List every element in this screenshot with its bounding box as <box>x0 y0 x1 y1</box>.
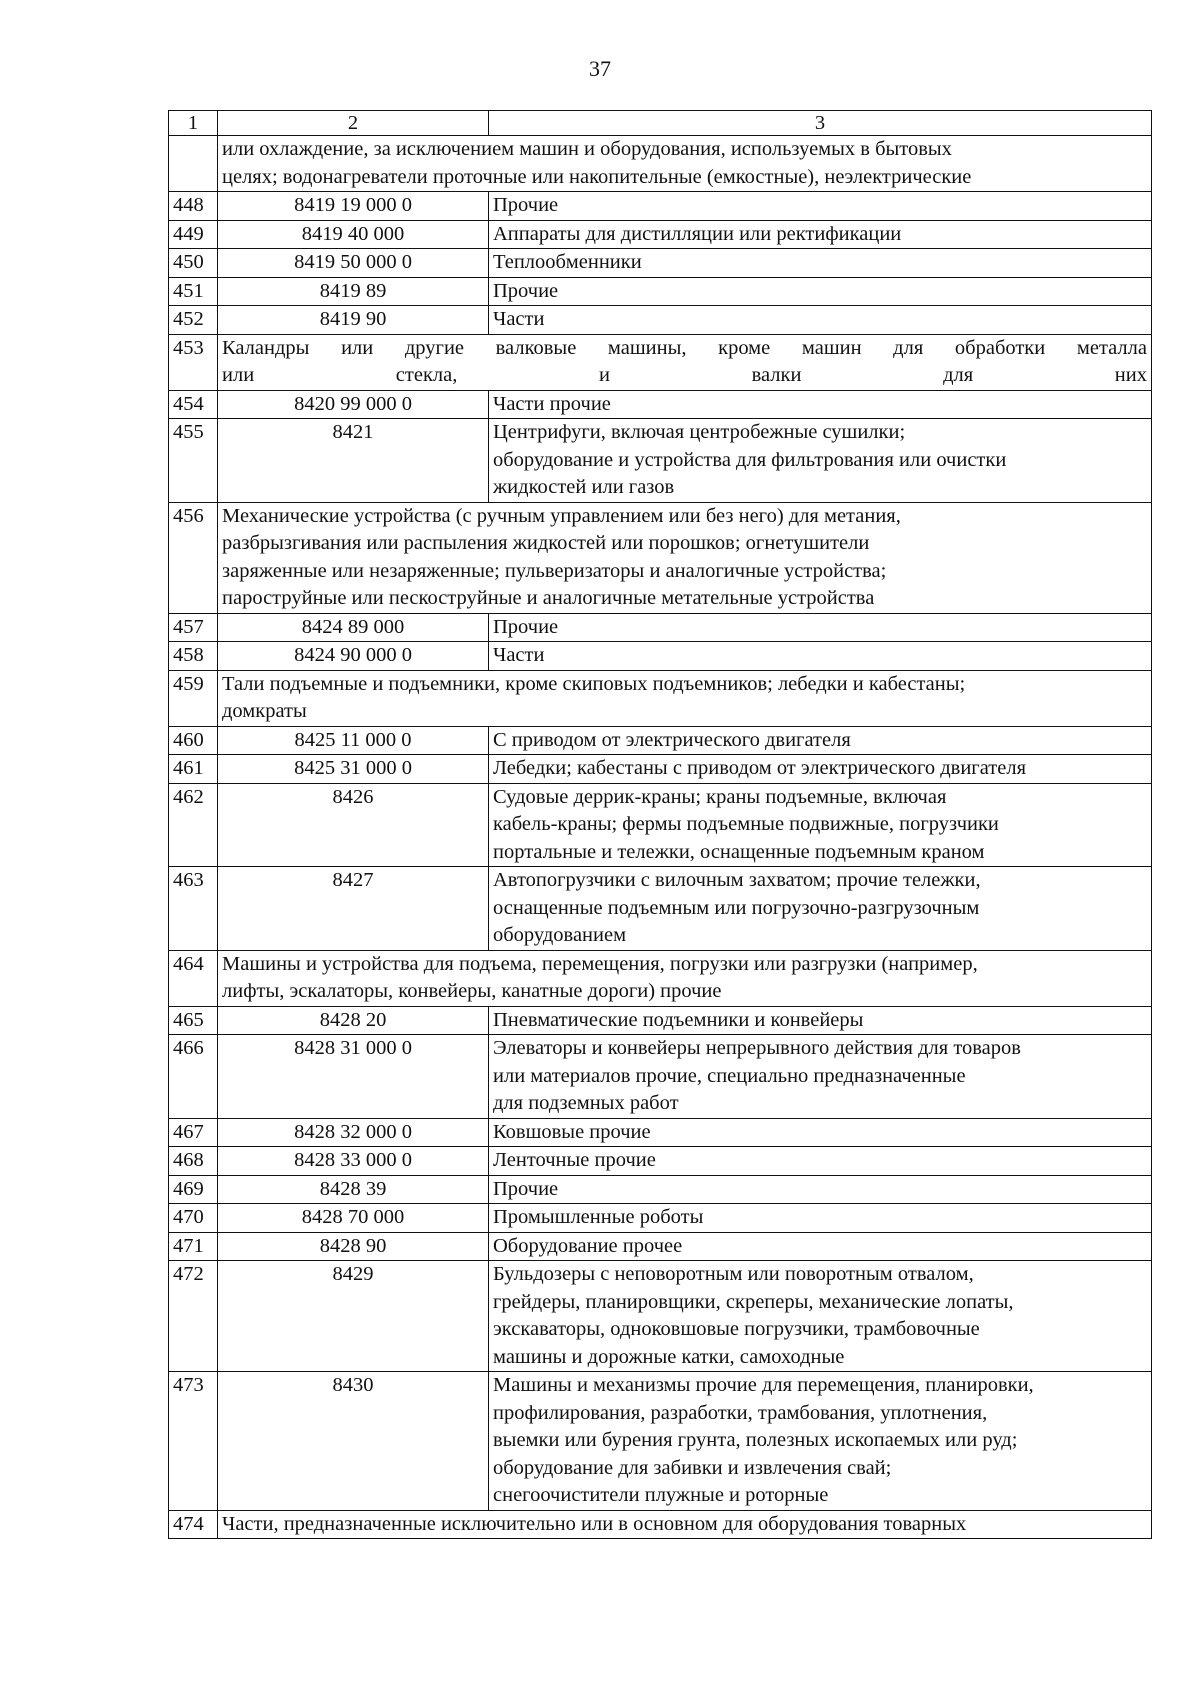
text-line: или стекла, и валки для них <box>222 364 1147 386</box>
tn-ved-code: 8426 <box>218 783 489 867</box>
goods-table <box>168 110 1152 1539</box>
table-row <box>169 867 1152 951</box>
tn-ved-code: 8429 <box>218 1261 489 1372</box>
row-number: 451 <box>169 277 218 306</box>
page-number: 37 <box>589 56 611 81</box>
item-description <box>489 249 1152 278</box>
text-line: Оборудование прочее <box>493 1234 683 1257</box>
tn-ved-code: 8424 90 000 0 <box>218 642 489 671</box>
row-number: 459 <box>169 670 218 726</box>
section-description <box>218 1510 1152 1539</box>
row-number: 454 <box>169 390 218 419</box>
table-row <box>169 220 1152 249</box>
item-description <box>489 419 1152 503</box>
item-description <box>489 390 1152 419</box>
tn-ved-code: 8419 90 <box>218 306 489 335</box>
row-number: 449 <box>169 220 218 249</box>
continuation-row <box>169 136 1152 192</box>
text-line: Ленточные прочие <box>493 1149 656 1171</box>
row-number: 448 <box>169 192 218 221</box>
text-line: Тали подъемные и подъемники, кроме скиповых подъемников; лебедки и кабестаны; <box>222 672 966 695</box>
table-row <box>169 419 1152 503</box>
table-row <box>169 1232 1152 1261</box>
text-line: Прочие <box>493 615 559 638</box>
table-header-row <box>169 111 1152 136</box>
text-line: домкраты <box>222 700 307 722</box>
section-description <box>218 502 1152 613</box>
item-description <box>489 1204 1152 1233</box>
tn-ved-code: 8428 70 000 <box>218 1204 489 1233</box>
tn-ved-code: 8419 40 000 <box>218 220 489 249</box>
tn-ved-code: 8427 <box>218 867 489 951</box>
table-row <box>169 192 1152 221</box>
tn-ved-code: 8428 39 <box>218 1175 489 1204</box>
row-number: 453 <box>169 334 218 390</box>
text-line: Теплообменники <box>493 251 642 273</box>
tn-ved-code: 8424 89 000 <box>218 613 489 642</box>
tn-ved-code: 8430 <box>218 1372 489 1511</box>
item-description <box>489 1035 1152 1119</box>
tn-ved-code: 8419 19 000 0 <box>218 192 489 221</box>
tn-ved-code: 8428 31 000 0 <box>218 1035 489 1119</box>
text-line: Лебедки; кабестаны с приводом от электрического двигателя <box>493 757 1026 779</box>
tn-ved-code: 8425 31 000 0 <box>218 755 489 784</box>
item-description <box>489 1232 1152 1261</box>
row-number: 452 <box>169 306 218 335</box>
row-number: 466 <box>169 1035 218 1119</box>
row-number: 469 <box>169 1175 218 1204</box>
row-number: 473 <box>169 1372 218 1511</box>
item-description <box>489 1006 1152 1035</box>
tn-ved-code: 8421 <box>218 419 489 503</box>
table-row <box>169 950 1152 1006</box>
text-line: оснащенные подъемным или погрузочно-разгрузочным <box>493 896 980 919</box>
text-line: кабель-краны; фермы подъемные подвижные, погрузчики <box>493 813 999 835</box>
tn-ved-code: 8428 33 000 0 <box>218 1147 489 1176</box>
text-line: Части, предназначенные исключительно или в основном для оборудования товарных <box>222 1512 967 1535</box>
text-line: Части <box>493 308 545 330</box>
text-line: Автопогрузчики с вилочным захватом; прочие тележки, <box>493 869 981 891</box>
table-row <box>169 502 1152 613</box>
tn-ved-code: 8419 89 <box>218 277 489 306</box>
row-number: 450 <box>169 249 218 278</box>
row-number: 468 <box>169 1147 218 1176</box>
row-number: 470 <box>169 1204 218 1233</box>
text-line: Прочие <box>493 1177 559 1200</box>
row-number: 461 <box>169 755 218 784</box>
row-number: 457 <box>169 613 218 642</box>
item-description <box>489 642 1152 671</box>
text-line: Машины и устройства для подъема, перемещения, погрузки или разгрузки (например, <box>222 952 978 975</box>
text-line: Части <box>493 644 545 666</box>
text-line: С приводом от электрического двигателя <box>493 728 851 751</box>
table-row <box>169 1372 1152 1511</box>
tn-ved-code: 8428 32 000 0 <box>218 1118 489 1147</box>
item-description <box>489 192 1152 221</box>
text-line: или охлаждение, за исключением машин и оборудования, используемых в бытовых <box>222 138 952 160</box>
item-description <box>489 613 1152 642</box>
continuation-text <box>218 136 1152 192</box>
text-line: снегоочистители плужные и роторные <box>493 1484 829 1506</box>
row-number: 460 <box>169 726 218 755</box>
table-row <box>169 1175 1152 1204</box>
row-number: 462 <box>169 783 218 867</box>
text-line: профилирования, разработки, трамбования, уплотнения, <box>493 1401 988 1424</box>
tn-ved-code: 8428 90 <box>218 1232 489 1261</box>
table-row <box>169 277 1152 306</box>
header-col-2: 2 <box>218 111 489 136</box>
item-description <box>489 755 1152 784</box>
text-line: Машины и механизмы прочие для перемещения, планировки, <box>493 1374 1034 1396</box>
section-description <box>218 950 1152 1006</box>
table-row <box>169 613 1152 642</box>
table-row <box>169 249 1152 278</box>
item-description <box>489 783 1152 867</box>
text-line: для подземных работ <box>493 1092 679 1114</box>
item-description <box>489 1261 1152 1372</box>
row-number: 463 <box>169 867 218 951</box>
text-line: Прочие <box>493 194 559 216</box>
text-line: портальные и тележки, оснащенные подъемным краном <box>493 840 985 863</box>
item-description <box>489 1372 1152 1511</box>
text-line: Прочие <box>493 279 559 302</box>
row-number: 474 <box>169 1510 218 1539</box>
table-row <box>169 783 1152 867</box>
item-description <box>489 220 1152 249</box>
text-line: Механические устройства (с ручным управлением или без него) для метания, <box>222 504 901 527</box>
text-line: Каландры или другие валковые машины, кроме машин для обработки металла <box>222 336 1147 359</box>
table-row <box>169 334 1152 390</box>
text-line: Промышленные роботы <box>493 1206 704 1228</box>
row-number: 458 <box>169 642 218 671</box>
row-number: 471 <box>169 1232 218 1261</box>
item-description <box>489 306 1152 335</box>
row-number: 456 <box>169 502 218 613</box>
table-row <box>169 642 1152 671</box>
tn-ved-code: 8419 50 000 0 <box>218 249 489 278</box>
row-number: 465 <box>169 1006 218 1035</box>
text-line: выемки или бурения грунта, полезных ископаемых или руд; <box>493 1429 1018 1451</box>
text-line: оборудование для забивки и извлечения свай; <box>493 1456 892 1479</box>
table-row <box>169 670 1152 726</box>
table-row <box>169 390 1152 419</box>
row-number: 455 <box>169 419 218 503</box>
table-row <box>169 1006 1152 1035</box>
row-number-cell <box>169 136 218 192</box>
text-line: Бульдозеры с неповоротным или поворотным отвалом, <box>493 1263 974 1285</box>
table-row <box>169 1261 1152 1372</box>
table-row <box>169 755 1152 784</box>
item-description <box>489 867 1152 951</box>
section-description <box>218 670 1152 726</box>
text-line: экскаваторы, одноковшовые погрузчики, трамбовочные <box>493 1318 980 1340</box>
text-line: грейдеры, планировщики, скреперы, механические лопаты, <box>493 1290 1014 1313</box>
item-description <box>489 1118 1152 1147</box>
header-col-3: 3 <box>489 111 1152 136</box>
text-line: Центрифуги, включая центробежные сушилки; <box>493 421 906 443</box>
table-row <box>169 306 1152 335</box>
text-line: Части прочие <box>493 392 611 415</box>
text-line: жидкостей или газов <box>493 476 675 498</box>
text-line: Элеваторы и конвейеры непрерывного действия для товаров <box>493 1037 1021 1059</box>
header-col-1: 1 <box>169 111 218 136</box>
goods-table-body <box>169 111 1152 1539</box>
tn-ved-code: 8420 99 000 0 <box>218 390 489 419</box>
row-number: 464 <box>169 950 218 1006</box>
text-line: целях; водонагреватели проточные или накопительные (емкостные), неэлектрические <box>222 165 972 188</box>
text-line: оборудованием <box>493 924 627 946</box>
tn-ved-code: 8425 11 000 0 <box>218 726 489 755</box>
table-row <box>169 1204 1152 1233</box>
text-line: Аппараты для дистилляции или ректификации <box>493 222 902 245</box>
table-row <box>169 1510 1152 1539</box>
tn-ved-code: 8428 20 <box>218 1006 489 1035</box>
text-line: или материалов прочие, специально предназначенные <box>493 1064 966 1087</box>
text-line: оборудование и устройства для фильтрования или очистки <box>493 448 1007 471</box>
table-row <box>169 1035 1152 1119</box>
item-description <box>489 1175 1152 1204</box>
table-row <box>169 1118 1152 1147</box>
row-number: 472 <box>169 1261 218 1372</box>
table-row <box>169 1147 1152 1176</box>
item-description <box>489 726 1152 755</box>
item-description <box>489 1147 1152 1176</box>
text-line: пароструйные или пескоструйные и аналогичные метательные устройства <box>222 587 875 609</box>
text-line: машины и дорожные катки, самоходные <box>493 1345 845 1368</box>
item-description <box>489 277 1152 306</box>
text-line: заряженные или незаряженные; пульверизаторы и аналогичные устройства; <box>222 559 887 582</box>
text-line: лифты, эскалаторы, конвейеры, канатные дороги) прочие <box>222 980 722 1002</box>
text-line: Судовые деррик-краны; краны подъемные, включая <box>493 785 947 808</box>
section-description <box>218 334 1152 390</box>
text-line: разбрызгивания или распыления жидкостей или порошков; огнетушители <box>222 532 870 554</box>
table-row <box>169 726 1152 755</box>
row-number: 467 <box>169 1118 218 1147</box>
text-line: Пневматические подъемники и конвейеры <box>493 1008 864 1031</box>
text-line: Ковшовые прочие <box>493 1120 651 1143</box>
